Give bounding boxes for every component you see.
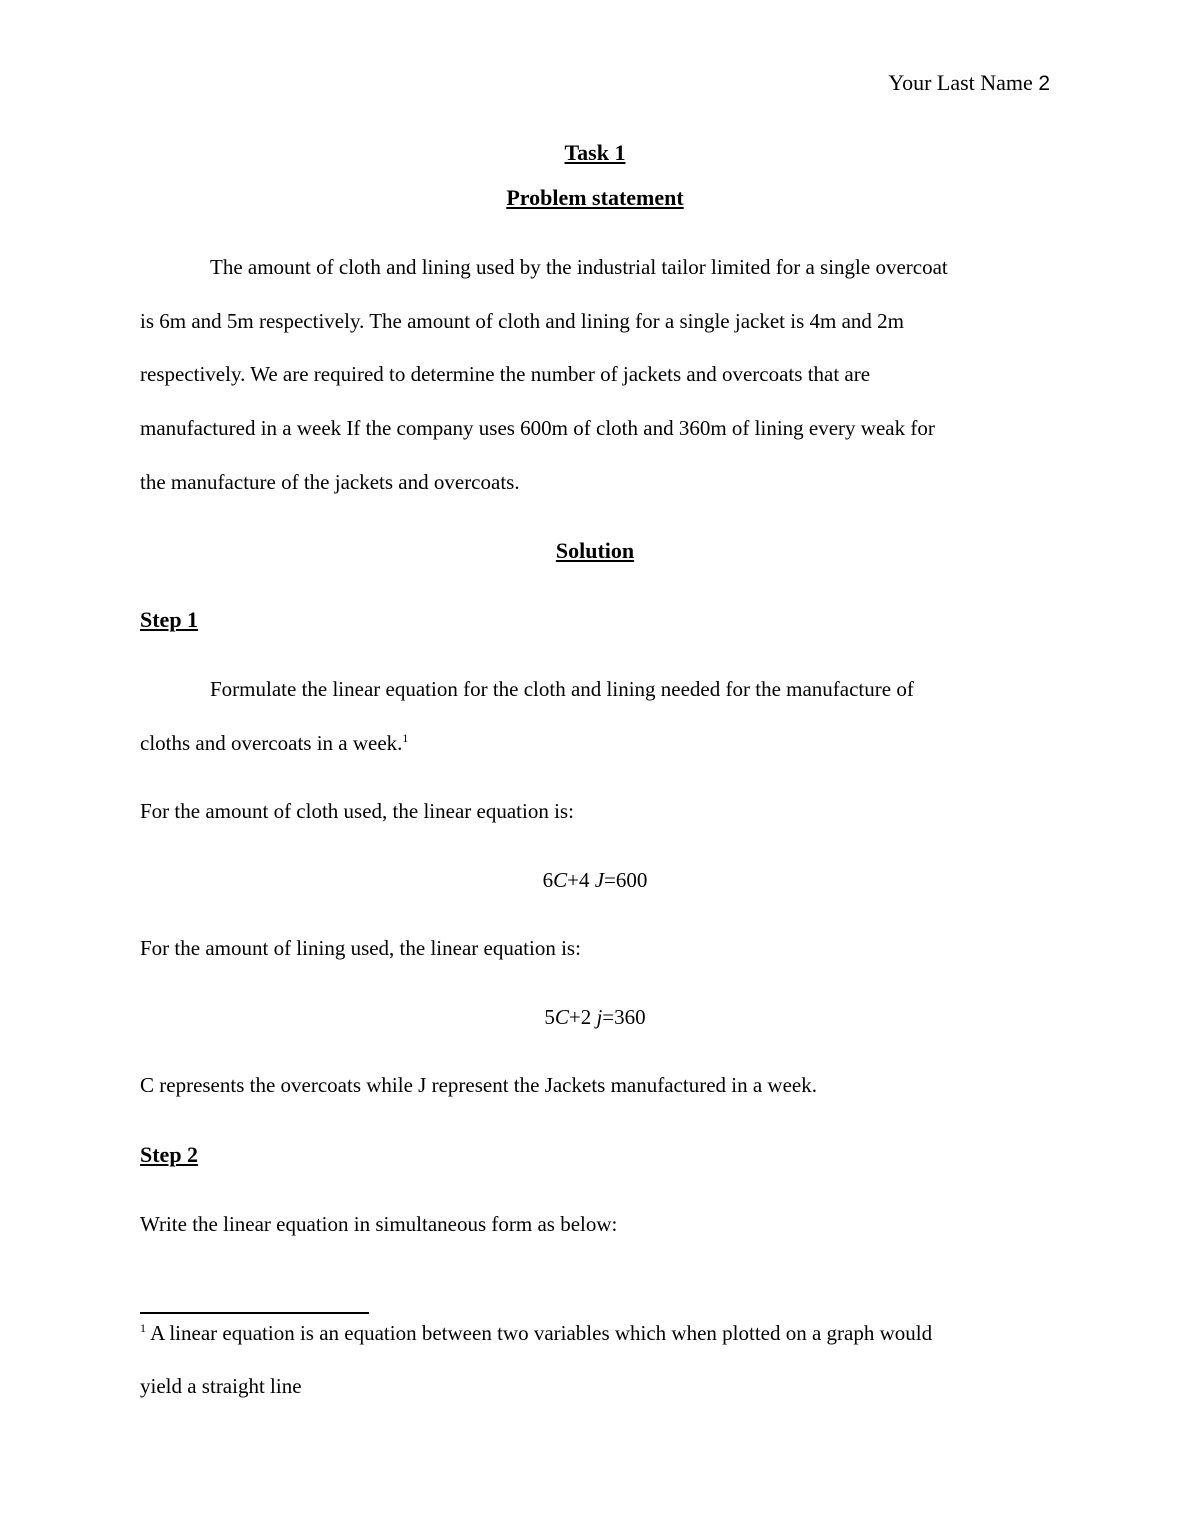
footnote-line-1 [140,1321,932,1346]
footnote-separator [140,1312,369,1314]
cloth-eq-plus: + [567,868,579,892]
lining-eq-coef-1: 5 [544,1005,555,1029]
problem-line-1: The amount of cloth and lining used by the industrial tailor limited for a single overcoat [210,255,948,279]
lining-eq-plus: + [568,1005,581,1029]
lining-eq-equals: = [602,1005,615,1029]
solution-heading: Solution [555,538,635,563]
problem-line-5: the manufacture of the jackets and overcoats. [140,470,520,494]
step-1-intro-line-1: Formulate the linear equation for the cloth and lining needed for the manufacture of [210,677,914,701]
problem-line-2: is 6m and 5m respectively. The amount of cloth and lining for a single jacket is 4m and 2m [140,309,904,333]
page-header [888,70,1050,96]
footnote-reference[interactable]: 1 [402,731,409,745]
cloth-eq-var-2: J [594,868,605,892]
footnote-line-2: yield a straight line [140,1374,302,1398]
step-1-intro-text: cloths and overcoats in a week. [140,731,403,755]
cloth-equation-intro: For the amount of cloth used, the linear equation is: [140,799,574,823]
lining-eq-rhs: 360 [614,1005,646,1029]
variable-definition: C represents the overcoats while J represent the Jackets manufactured in a week. [140,1073,817,1097]
lining-eq-coef-2: 2 [580,1005,592,1029]
problem-line-3: respectively. We are required to determine the number of jackets and overcoats that are [140,362,871,386]
problem-heading: Problem statement [506,185,684,210]
lining-equation [0,1005,1190,1030]
cloth-eq-coef-1: 6 [542,868,554,892]
cloth-eq-var-1: C [553,868,568,892]
lining-eq-var-2: j [596,1005,603,1029]
cloth-eq-rhs: 600 [615,868,648,892]
cloth-eq-coef-2: 4 [578,868,590,892]
cloth-equation [0,868,1190,893]
footnote-number: 1 [140,1321,146,1335]
lining-equation-intro: For the amount of lining used, the linear equation is: [140,936,581,960]
header-last-name: Your Last Name [888,70,1033,95]
lining-eq-var-1: C [554,1005,569,1029]
step-2-text: Write the linear equation in simultaneous form as below: [140,1212,618,1236]
cloth-eq-equals: = [604,868,616,892]
problem-line-4: manufactured in a week If the company uses 600m of cloth and 360m of lining every weak for [140,416,935,440]
page-number: 2 [1038,72,1050,95]
step-2-heading: Step 2 [140,1142,199,1167]
step-1-heading: Step 1 [140,607,199,632]
step-1-intro-line-2 [140,731,408,756]
footnote-text-1: A linear equation is an equation between two variables which when plotted on a graph would [146,1321,933,1345]
task-title: Task 1 [564,140,626,165]
